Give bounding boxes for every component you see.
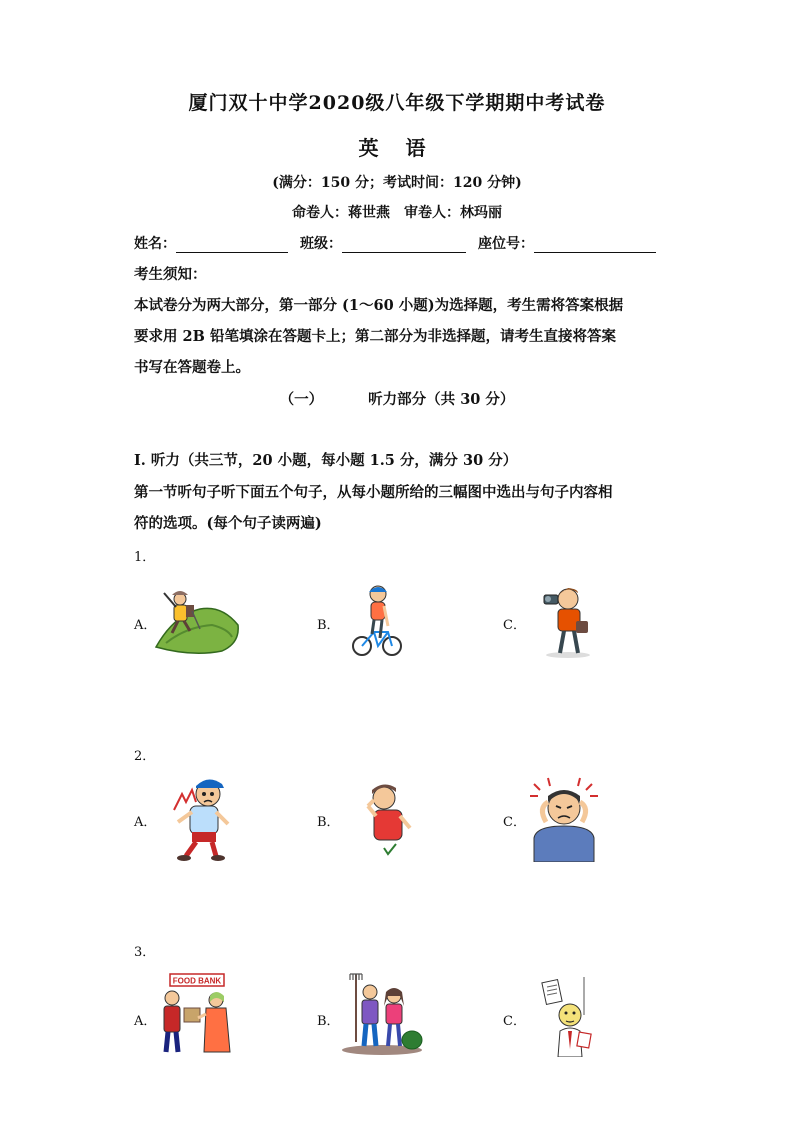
notice-line-2: 要求用 2B 铅笔填涂在答题卡上；第二部分为非选择题，请考生直接将答案 (134, 328, 616, 345)
option-b-label: B． (317, 618, 340, 633)
food-bank-giving-picture (154, 972, 234, 1058)
boy-with-toothache-picture (356, 780, 418, 858)
score-time: (满分：150 分；考试时间：120 分钟) (272, 175, 522, 191)
kids-cleaning-park-picture (340, 970, 424, 1056)
subject-title: 英 语 (358, 136, 436, 160)
seat-field[interactable] (534, 238, 656, 253)
section-heading (0, 388, 794, 409)
option-c-label: C． (503, 618, 526, 633)
question-number: 1． (134, 550, 156, 565)
notice-line-3: 书写在答题卷上。 (134, 359, 250, 376)
section-name: 听力部分（共 30 分） (368, 391, 515, 408)
section-part: （一） (279, 391, 324, 408)
option-c-label: C． (503, 1014, 526, 1029)
food-bank-sign: FOOD BANK (172, 976, 222, 986)
option-a-label: A． (134, 1014, 157, 1029)
boy-with-headache-picture (526, 774, 602, 862)
question-number: 2． (134, 749, 156, 764)
boy-with-camera-picture (538, 585, 594, 659)
option-b-label: B． (317, 1014, 340, 1029)
notice-line-1: 本试卷分为两大部分，第一部分 (1～60 小题)为选择题，考生需将答案根据 (134, 297, 624, 314)
option-a-label: A． (134, 815, 157, 830)
exam-title: 厦门双十中学2020级八年级下学期期中考试卷 (188, 92, 606, 114)
seat-label: 座位号： (478, 236, 534, 252)
student-info-row (134, 233, 656, 253)
option-a-label: A． (134, 618, 157, 633)
hiker-climbing-hill-picture (152, 585, 242, 657)
question-number: 3． (134, 945, 156, 960)
listening-heading: I. 听力（共三节，20 小题，每小题 1.5 分，满分 30 分） (134, 452, 518, 469)
name-field[interactable] (176, 238, 288, 253)
class-field[interactable] (342, 238, 466, 253)
authors-line: 命卷人：蒋世燕 审卷人：林玛丽 (292, 205, 502, 221)
notice-heading: 考生须知： (134, 266, 207, 283)
boy-riding-bike-picture (352, 582, 404, 660)
name-label: 姓名： (134, 236, 176, 252)
man-reading-notes-picture (540, 975, 598, 1057)
option-c-label: C． (503, 815, 526, 830)
option-b-label: B． (317, 815, 340, 830)
class-label: 班级： (300, 236, 342, 252)
listening-instruction-2: 符的选项。(每个句子读两遍) (134, 515, 322, 532)
man-with-backache-picture (156, 772, 242, 862)
listening-instruction-1: 第一节听句子听下面五个句子，从每小题所给的三幅图中选出与句子内容相 (134, 484, 613, 501)
